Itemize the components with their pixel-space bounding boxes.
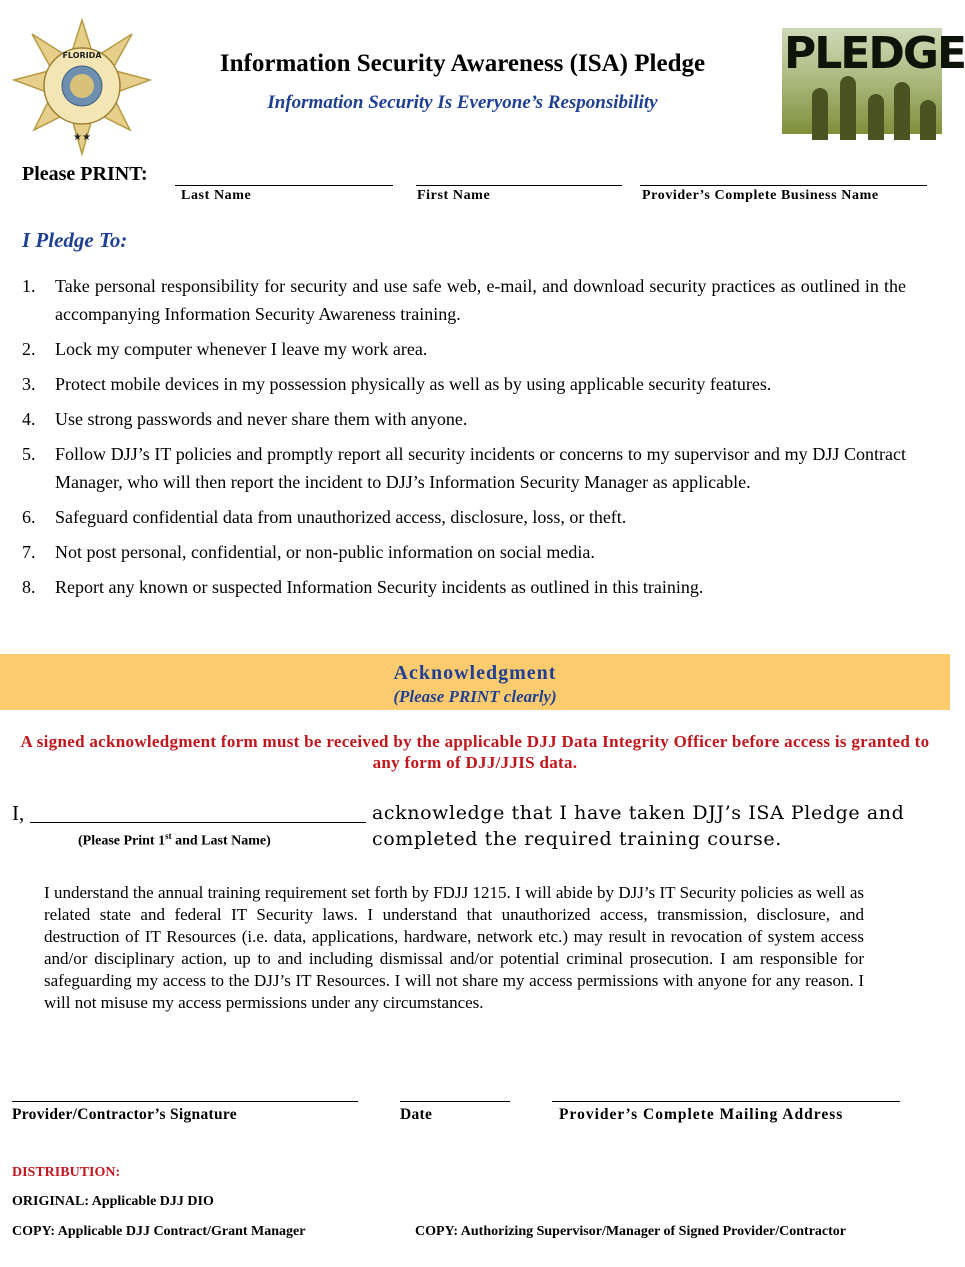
pledge-list bbox=[22, 272, 906, 608]
mailing-address-field[interactable] bbox=[552, 1101, 900, 1102]
list-item: 2. Lock my computer whenever I leave my work area. bbox=[22, 339, 428, 359]
acknowledgment-banner bbox=[0, 654, 950, 710]
distribution-label: DISTRIBUTION: bbox=[12, 1165, 121, 1180]
list-item: 8. Report any known or suspected Information Security incidents as outlined in this training. bbox=[22, 577, 704, 597]
pledge-banner-image: PLEDGE bbox=[782, 28, 942, 134]
full-name-hint: (Please Print 1st and Last Name) bbox=[78, 831, 271, 849]
list-item: 6. Safeguard confidential data from unauthorized access, disclosure, loss, or theft. bbox=[22, 507, 627, 527]
svg-text:FLORIDA: FLORIDA bbox=[62, 51, 102, 60]
list-item: 7. Not post personal, confidential, or non-public information on social media. bbox=[22, 542, 595, 562]
acknowledgment-title: Acknowledgment bbox=[393, 662, 557, 684]
acknowledgment-statement: acknowledge that I have taken DJJ’s ISA Pledge and completed the required training course. bbox=[372, 802, 905, 850]
date-label: Date bbox=[400, 1106, 433, 1123]
warning-notice: A signed acknowledgment form must be received by the applicable DJJ Data Integrity Officer before access is granted to any form of DJJ/JJIS data. bbox=[20, 732, 930, 772]
pledge-heading: I Pledge To: bbox=[22, 228, 128, 252]
signature-label: Provider/Contractor’s Signature bbox=[12, 1106, 237, 1123]
print-label: Please PRINT: bbox=[22, 163, 148, 185]
distribution-original: ORIGINAL: Applicable DJJ DIO bbox=[12, 1194, 214, 1209]
list-item: 5. Follow DJJ’s IT policies and promptly report all security incidents or concerns to my supervisor and my DJJ Contract Manager, who will then report the incident to DJJ’s Information Security Manager as applicable. bbox=[22, 444, 906, 492]
djj-seal-logo bbox=[12, 18, 152, 156]
signature-field[interactable] bbox=[12, 1101, 358, 1102]
page-title: Information Security Awareness (ISA) Pledge bbox=[219, 50, 706, 77]
last-name-label: Last Name bbox=[181, 188, 252, 203]
first-name-label: First Name bbox=[417, 188, 491, 203]
distribution-copy-manager: COPY: Applicable DJJ Contract/Grant Manager bbox=[12, 1224, 306, 1239]
terms-paragraph: I understand the annual training requirement set forth by FDJJ 1215. I will abide by DJJ’s IT Security policies as well as related state and federal IT Security laws. I understand that unauthorized access, transmission, disclosure, and destruction of IT Resources (i.e. data, applications, hardware, network etc.) may result in revocation of system access and/or disciplinary action, up to and including dismissal and/or potential criminal prosecution. I am responsible for safeguarding my access to the DJJ’s IT Resources. I will not share my access permissions with anyone for any reason. I will not misuse my access permissions under any circumstances. bbox=[44, 883, 864, 1012]
date-field[interactable] bbox=[400, 1101, 510, 1102]
acknowledgment-subtitle: (Please PRINT clearly) bbox=[393, 687, 557, 706]
list-item: 3. Protect mobile devices in my possession physically as well as by using applicable security features. bbox=[22, 374, 772, 394]
list-item: 4. Use strong passwords and never share them with anyone. bbox=[22, 409, 468, 429]
list-item: 1. Take personal responsibility for security and use safe web, e-mail, and download security practices as outlined in the accompanying Information Security Awareness training. bbox=[22, 276, 906, 324]
svg-text:★★: ★★ bbox=[73, 132, 91, 143]
last-name-field[interactable] bbox=[175, 185, 393, 186]
i-prefix: I, bbox=[12, 801, 25, 825]
full-name-field[interactable] bbox=[30, 822, 366, 823]
page-subtitle: Information Security Is Everyone’s Responsibility bbox=[267, 92, 658, 113]
first-name-field[interactable] bbox=[416, 185, 622, 186]
distribution-copy-supervisor: COPY: Authorizing Supervisor/Manager of Signed Provider/Contractor bbox=[415, 1224, 846, 1239]
business-name-field[interactable] bbox=[640, 185, 927, 186]
mailing-address-label: Provider’s Complete Mailing Address bbox=[559, 1106, 844, 1123]
business-name-label: Provider’s Complete Business Name bbox=[642, 188, 879, 203]
